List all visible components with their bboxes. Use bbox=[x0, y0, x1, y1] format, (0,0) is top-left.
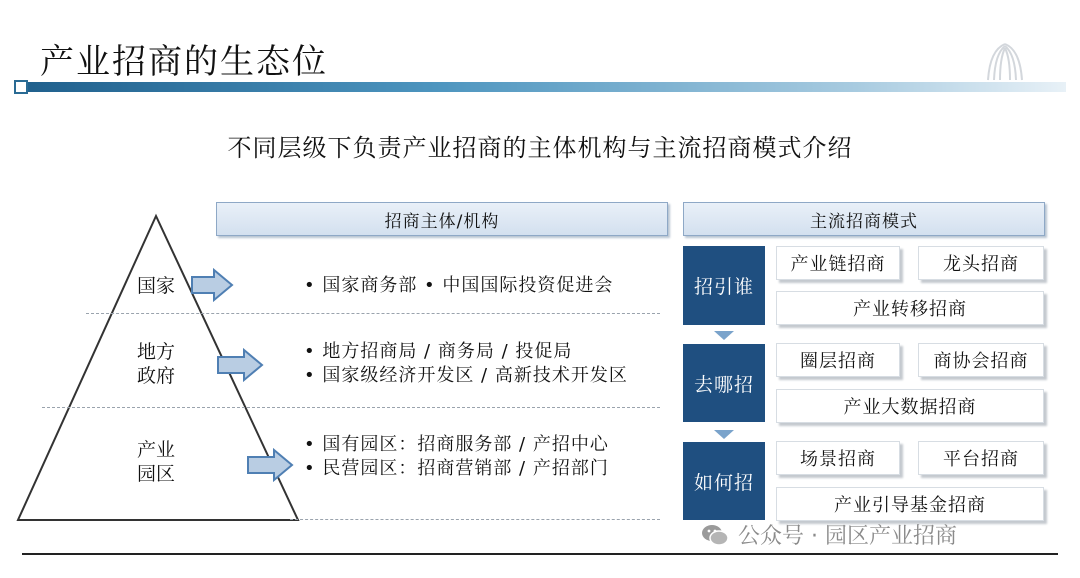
title-underline-marker bbox=[14, 80, 28, 94]
header-mode: 主流招商模式 bbox=[683, 202, 1045, 236]
logo-icon bbox=[982, 40, 1028, 86]
mode-box: 场景招商 bbox=[776, 441, 900, 475]
mode-box-wide: 产业引导基金招商 bbox=[776, 487, 1044, 521]
mode-box-wide: 产业大数据招商 bbox=[776, 389, 1044, 423]
mode-box: 产业链招商 bbox=[776, 246, 900, 280]
level-label-industrial-park: 产业 园区 bbox=[136, 439, 175, 485]
stage-where-to-attract: 去哪招 bbox=[683, 344, 765, 422]
level-label-local-government: 地方 政府 bbox=[136, 341, 175, 387]
entity-list-local-government: • 地方招商局 / 商务局 / 投促局 • 国家级经济开发区 / 高新技术开发区 bbox=[304, 341, 628, 386]
level-label-national: 国家 bbox=[136, 275, 175, 297]
title-underline bbox=[16, 82, 1066, 92]
mode-box-wide: 产业转移招商 bbox=[776, 291, 1044, 325]
right-arrow-icon bbox=[216, 348, 264, 382]
down-arrow-icon bbox=[714, 430, 734, 439]
mode-box: 商协会招商 bbox=[918, 343, 1044, 377]
diagram-subtitle: 不同层级下负责产业招商的主体机构与主流招商模式介绍 bbox=[227, 134, 853, 162]
right-arrow-icon bbox=[190, 268, 234, 302]
mode-box: 圈层招商 bbox=[776, 343, 900, 377]
watermark bbox=[700, 519, 957, 550]
bottom-divider bbox=[22, 553, 1058, 555]
level-divider bbox=[42, 407, 660, 408]
down-arrow-icon bbox=[714, 331, 734, 340]
stage-who-to-attract: 招引谁 bbox=[683, 246, 765, 325]
entity-list-national: • 国家商务部 • 中国国际投资促进会 bbox=[304, 275, 614, 296]
level-divider bbox=[290, 519, 660, 520]
mode-box: 龙头招商 bbox=[918, 246, 1044, 280]
mode-box: 平台招商 bbox=[918, 441, 1044, 475]
right-arrow-icon bbox=[246, 448, 294, 482]
stage-how-to-attract: 如何招 bbox=[683, 442, 765, 520]
level-divider bbox=[86, 313, 660, 314]
watermark-text: 公众号 · 园区产业招商 bbox=[738, 524, 957, 549]
wechat-icon bbox=[700, 522, 730, 548]
entity-list-industrial-park: • 国有园区：招商服务部 / 产招中心 • 民营园区：招商营销部 / 产招部门 bbox=[304, 434, 609, 479]
header-entity: 招商主体/机构 bbox=[216, 202, 668, 236]
slide-title: 产业招商的生态位 bbox=[40, 42, 328, 82]
